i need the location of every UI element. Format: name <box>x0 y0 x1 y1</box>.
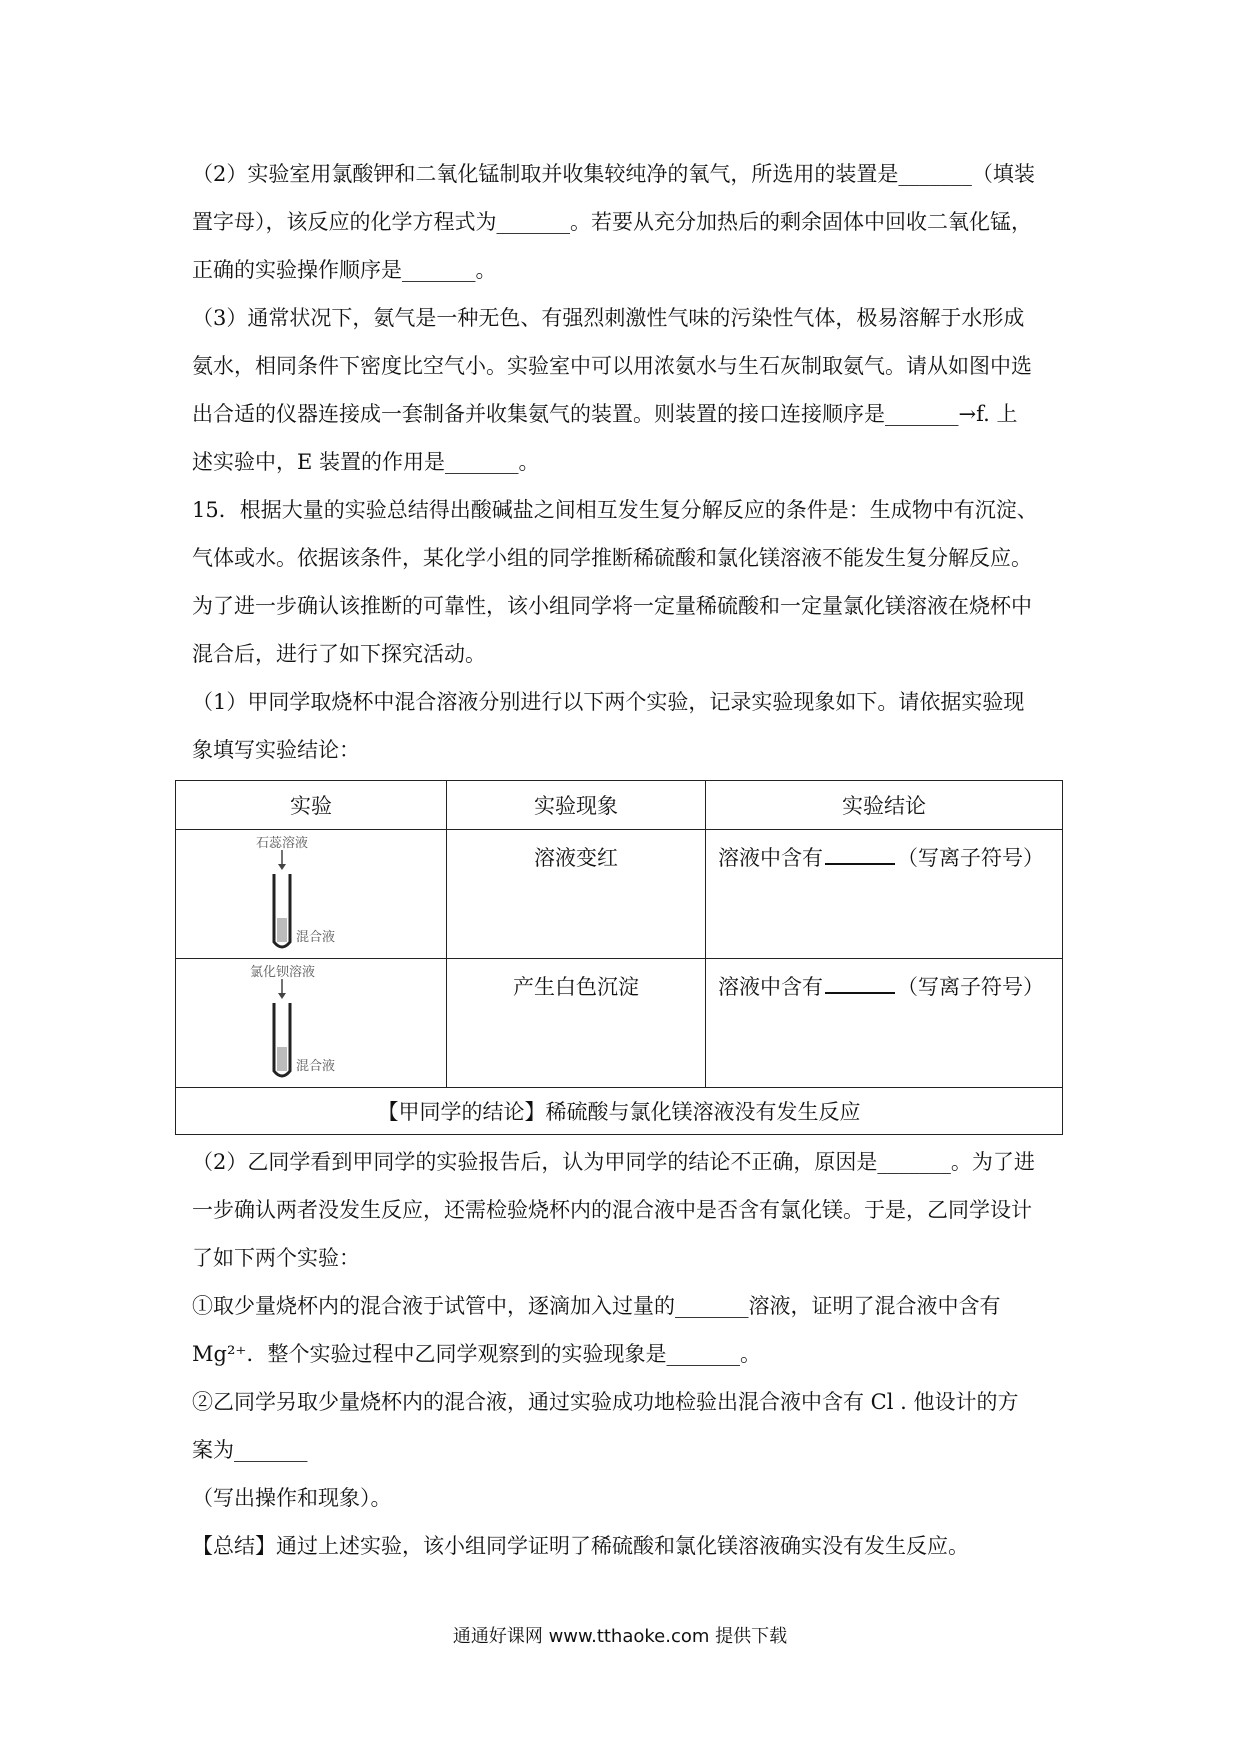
text-line: 一步确认两者没发生反应，还需检验烧杯内的混合液中是否含有氯化镁。于是，乙同学设计 <box>192 1198 1032 1222</box>
header-conclusion: 实验结论 <box>706 781 1063 830</box>
text-line: 述实验中，E 装置的作用是_______。 <box>192 450 540 474</box>
mix-label: 混合液 <box>296 930 336 945</box>
text-line: Mg²⁺．整个实验过程中乙同学观察到的实验现象是_______。 <box>192 1342 761 1366</box>
text-bottom <box>192 1138 1060 1570</box>
mix-label: 混合液 <box>296 1059 336 1074</box>
jia-conclusion: 【甲同学的结论】稀硫酸与氯化镁溶液没有发生反应 <box>176 1088 1063 1135</box>
table-footer-row <box>176 1088 1063 1135</box>
conclusion-cell: 溶液中含有 （写离子符号） <box>706 959 1063 1088</box>
phenomenon-cell: 产生白色沉淀 <box>447 959 706 1088</box>
text-line: 气体或水。依据该条件，某化学小组的同学推断稀硫酸和氯化镁溶液不能发生复分解反应。 <box>192 546 1032 570</box>
answer-blank[interactable] <box>825 843 895 865</box>
table-row <box>176 959 1063 1088</box>
text-line: （2）实验室用氯酸钾和二氧化锰制取并收集较纯净的氧气，所选用的装置是_______（填装 <box>192 162 1035 186</box>
text-line: 置字母），该反应的化学方程式为_______。若要从充分加热后的剩余固体中回收二氧化锰， <box>192 210 1032 234</box>
table-row <box>176 830 1063 959</box>
text-line: 案为_______ <box>192 1438 308 1462</box>
text-line: （1）甲同学取烧杯中混合溶液分别进行以下两个实验，记录实验现象如下。请依据实验现 <box>192 690 1025 714</box>
phenomenon-cell: 溶液变红 <box>447 830 706 959</box>
conclusion-cell: 溶液中含有 （写离子符号） <box>706 830 1063 959</box>
text-line: 混合后，进行了如下探究活动。 <box>192 642 486 666</box>
text-line: 正确的实验操作顺序是_______。 <box>192 258 497 282</box>
text-line: 出合适的仪器连接成一套制备并收集氨气的装置。则装置的接口连接顺序是_______→f. 上 <box>192 402 1018 426</box>
answer-blank[interactable] <box>825 972 895 994</box>
header-experiment: 实验 <box>176 781 447 830</box>
text-line: （写出操作和现象）。 <box>192 1486 392 1510</box>
page-footer: 通通好课网 www.tthaoke.com 提供下载 <box>452 1626 788 1647</box>
text-line: ②乙同学另取少量烧杯内的混合液，通过实验成功地检验出混合液中含有 Cl . 他设计的方 <box>192 1390 1019 1414</box>
text-line: （3）通常状况下，氨气是一种无色、有强烈刺激性气味的污染性气体，极易溶解于水形成 <box>192 306 1025 330</box>
text-line: （2）乙同学看到甲同学的实验报告后，认为甲同学的结论不正确，原因是_______。为了进 <box>192 1150 1035 1174</box>
text-line: 为了进一步确认该推断的可靠性，该小组同学将一定量稀硫酸和一定量氯化镁溶液在烧杯中 <box>192 594 1032 618</box>
text-line: 【总结】通过上述实验，该小组同学证明了稀硫酸和氯化镁溶液确实没有发生反应。 <box>192 1534 969 1558</box>
experiment-table <box>175 780 1063 1135</box>
header-phenomenon: 实验现象 <box>447 781 706 830</box>
reagent-label: 石蕊溶液 <box>256 836 309 851</box>
test-tube-figure <box>176 959 447 1088</box>
table-header-row <box>176 781 1063 830</box>
text-line: ①取少量烧杯内的混合液于试管中，逐滴加入过量的_______溶液，证明了混合液中含有 <box>192 1294 1001 1318</box>
test-tube-figure <box>176 830 447 959</box>
text-line: 象填写实验结论： <box>192 738 360 762</box>
text-line: 氨水，相同条件下密度比空气小。实验室中可以用浓氨水与生石灰制取氨气。请从如图中选 <box>192 354 1032 378</box>
text-line: 了如下两个实验： <box>192 1246 360 1270</box>
reagent-label: 氯化钡溶液 <box>250 965 316 980</box>
text-line: 15．根据大量的实验总结得出酸碱盐之间相互发生复分解反应的条件是：生成物中有沉淀、 <box>192 498 1038 522</box>
text-top <box>192 150 1060 774</box>
